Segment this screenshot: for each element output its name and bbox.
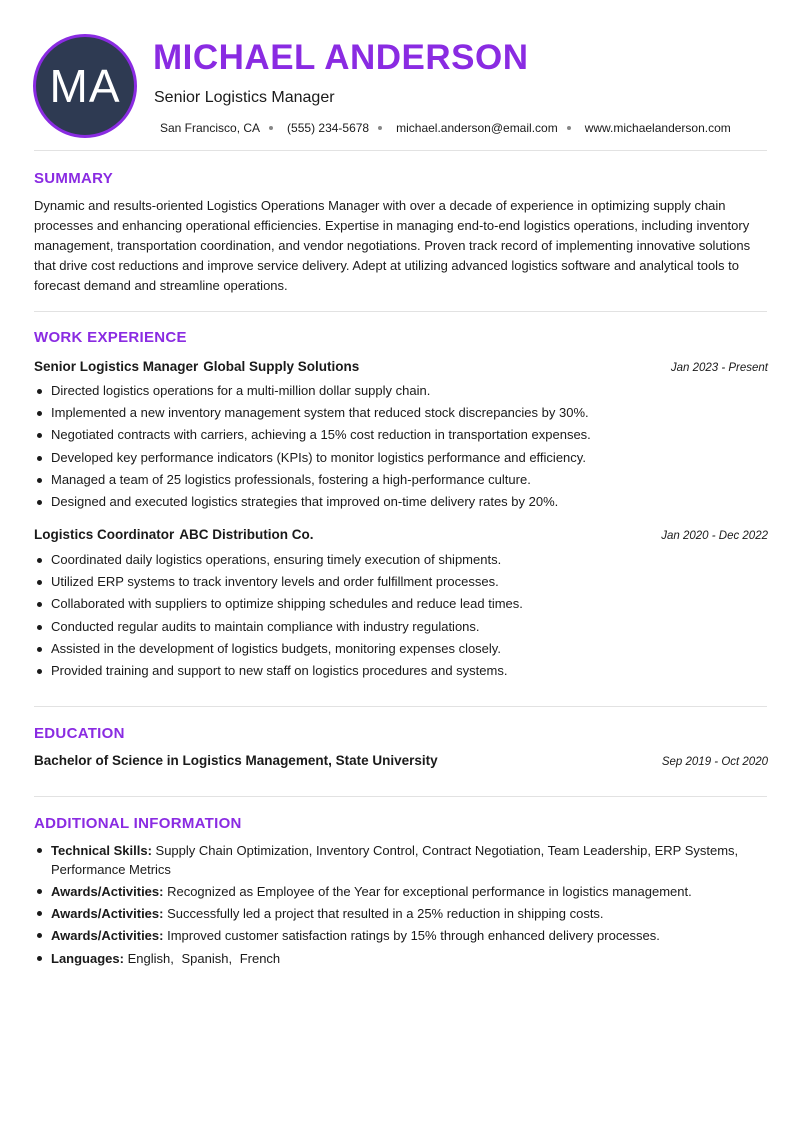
additional-list <box>34 841 768 971</box>
item-text: Improved customer satisfaction ratings by 15% through enhanced delivery processes. <box>163 928 660 943</box>
list-item: Designed and executed logistics strategies that improved on-time delivery rates by 20%. <box>34 491 768 513</box>
languages-item <box>34 949 768 968</box>
item-label: Languages: <box>51 951 124 966</box>
divider <box>34 311 767 312</box>
job-company: ABC Distribution Co. <box>179 527 314 542</box>
contact-website[interactable]: www.michaelanderson.com <box>584 121 731 135</box>
candidate-name: MICHAEL ANDERSON <box>153 38 529 77</box>
job-company: Global Supply Solutions <box>203 359 360 374</box>
job-position: Logistics Coordinator <box>34 527 175 542</box>
list-item <box>34 904 768 923</box>
job-title <box>34 527 314 542</box>
avatar <box>33 34 137 138</box>
language: English, <box>127 951 174 966</box>
summary-text: Dynamic and results-oriented Logistics Operations Manager with over a decade of experience in optimizing supply chain processes and enhancing operational efficiencies. Expertise in managing end-to-end logistics operations, including inventory management, transportation coordination, and vendor negotiations. Proven track record of implementing innovative solutions that drive cost reductions and improve service delivery. Adept at utilizing advanced logistics software and analytical tools to forecast demand and streamline operations. <box>34 198 751 293</box>
list-item <box>34 882 768 901</box>
job-bullets <box>34 380 768 513</box>
separator-dot-icon <box>567 126 571 130</box>
language: Spanish, <box>181 951 233 966</box>
job-dates: Jan 2023 - Present <box>670 362 768 374</box>
education-dates: Sep 2019 - Oct 2020 <box>661 756 768 768</box>
education-heading: EDUCATION <box>34 725 125 742</box>
experience-heading: WORK EXPERIENCE <box>34 329 187 346</box>
education-degree: Bachelor of Science in Logistics Management, State University <box>34 753 438 768</box>
list-item <box>34 841 768 879</box>
list-item: Developed key performance indicators (KPIs) to monitor logistics performance and efficiency. <box>34 447 768 469</box>
list-item: Managed a team of 25 logistics professionals, fostering a high-performance culture. <box>34 469 768 491</box>
job-header <box>34 359 768 374</box>
education-entry <box>34 753 768 768</box>
separator-dot-icon <box>378 126 382 130</box>
candidate-role: Senior Logistics Manager <box>154 89 335 106</box>
divider <box>34 796 767 797</box>
divider <box>34 150 767 151</box>
item-text: Supply Chain Optimization, Inventory Control, Contract Negotiation, Team Leadership, ERP Systems, Performance Metrics <box>51 843 739 877</box>
separator-dot-icon <box>269 126 273 130</box>
contact-bar <box>160 121 731 135</box>
item-label: Awards/Activities: <box>51 906 164 921</box>
contact-email[interactable]: michael.anderson@email.com <box>396 121 558 135</box>
list-item: Assisted in the development of logistics budgets, monitoring expenses closely. <box>34 638 768 660</box>
list-item: Collaborated with suppliers to optimize shipping schedules and reduce lead times. <box>34 593 768 615</box>
item-label: Technical Skills: <box>51 843 152 858</box>
contact-location: San Francisco, CA <box>160 121 261 135</box>
list-item: Utilized ERP systems to track inventory levels and order fulfillment processes. <box>34 571 768 593</box>
language: French <box>239 951 281 966</box>
summary-heading: SUMMARY <box>34 170 114 187</box>
job-dates: Jan 2020 - Dec 2022 <box>661 530 768 542</box>
item-label: Awards/Activities: <box>51 884 164 899</box>
list-item: Implemented a new inventory management system that reduced stock discrepancies by 30%. <box>34 402 768 424</box>
item-text: Recognized as Employee of the Year for exceptional performance in logistics management. <box>163 884 692 899</box>
list-item <box>34 926 768 945</box>
item-label: Awards/Activities: <box>51 928 164 943</box>
list-item: Coordinated daily logistics operations, ensuring timely execution of shipments. <box>34 549 768 571</box>
job-bullets <box>34 549 768 682</box>
item-text: Successfully led a project that resulted in a 25% reduction in shipping costs. <box>163 906 604 921</box>
avatar-initials: MA <box>49 60 121 112</box>
job-header <box>34 527 768 542</box>
job-position: Senior Logistics Manager <box>34 359 199 374</box>
list-item: Negotiated contracts with carriers, achieving a 15% cost reduction in transportation expenses. <box>34 424 768 446</box>
list-item: Provided training and support to new staff on logistics procedures and systems. <box>34 660 768 682</box>
contact-phone: (555) 234-5678 <box>287 121 370 135</box>
divider <box>34 706 767 707</box>
list-item: Directed logistics operations for a multi-million dollar supply chain. <box>34 380 768 402</box>
job-title <box>34 359 359 374</box>
list-item: Conducted regular audits to maintain compliance with industry regulations. <box>34 616 768 638</box>
additional-heading: ADDITIONAL INFORMATION <box>34 815 242 832</box>
